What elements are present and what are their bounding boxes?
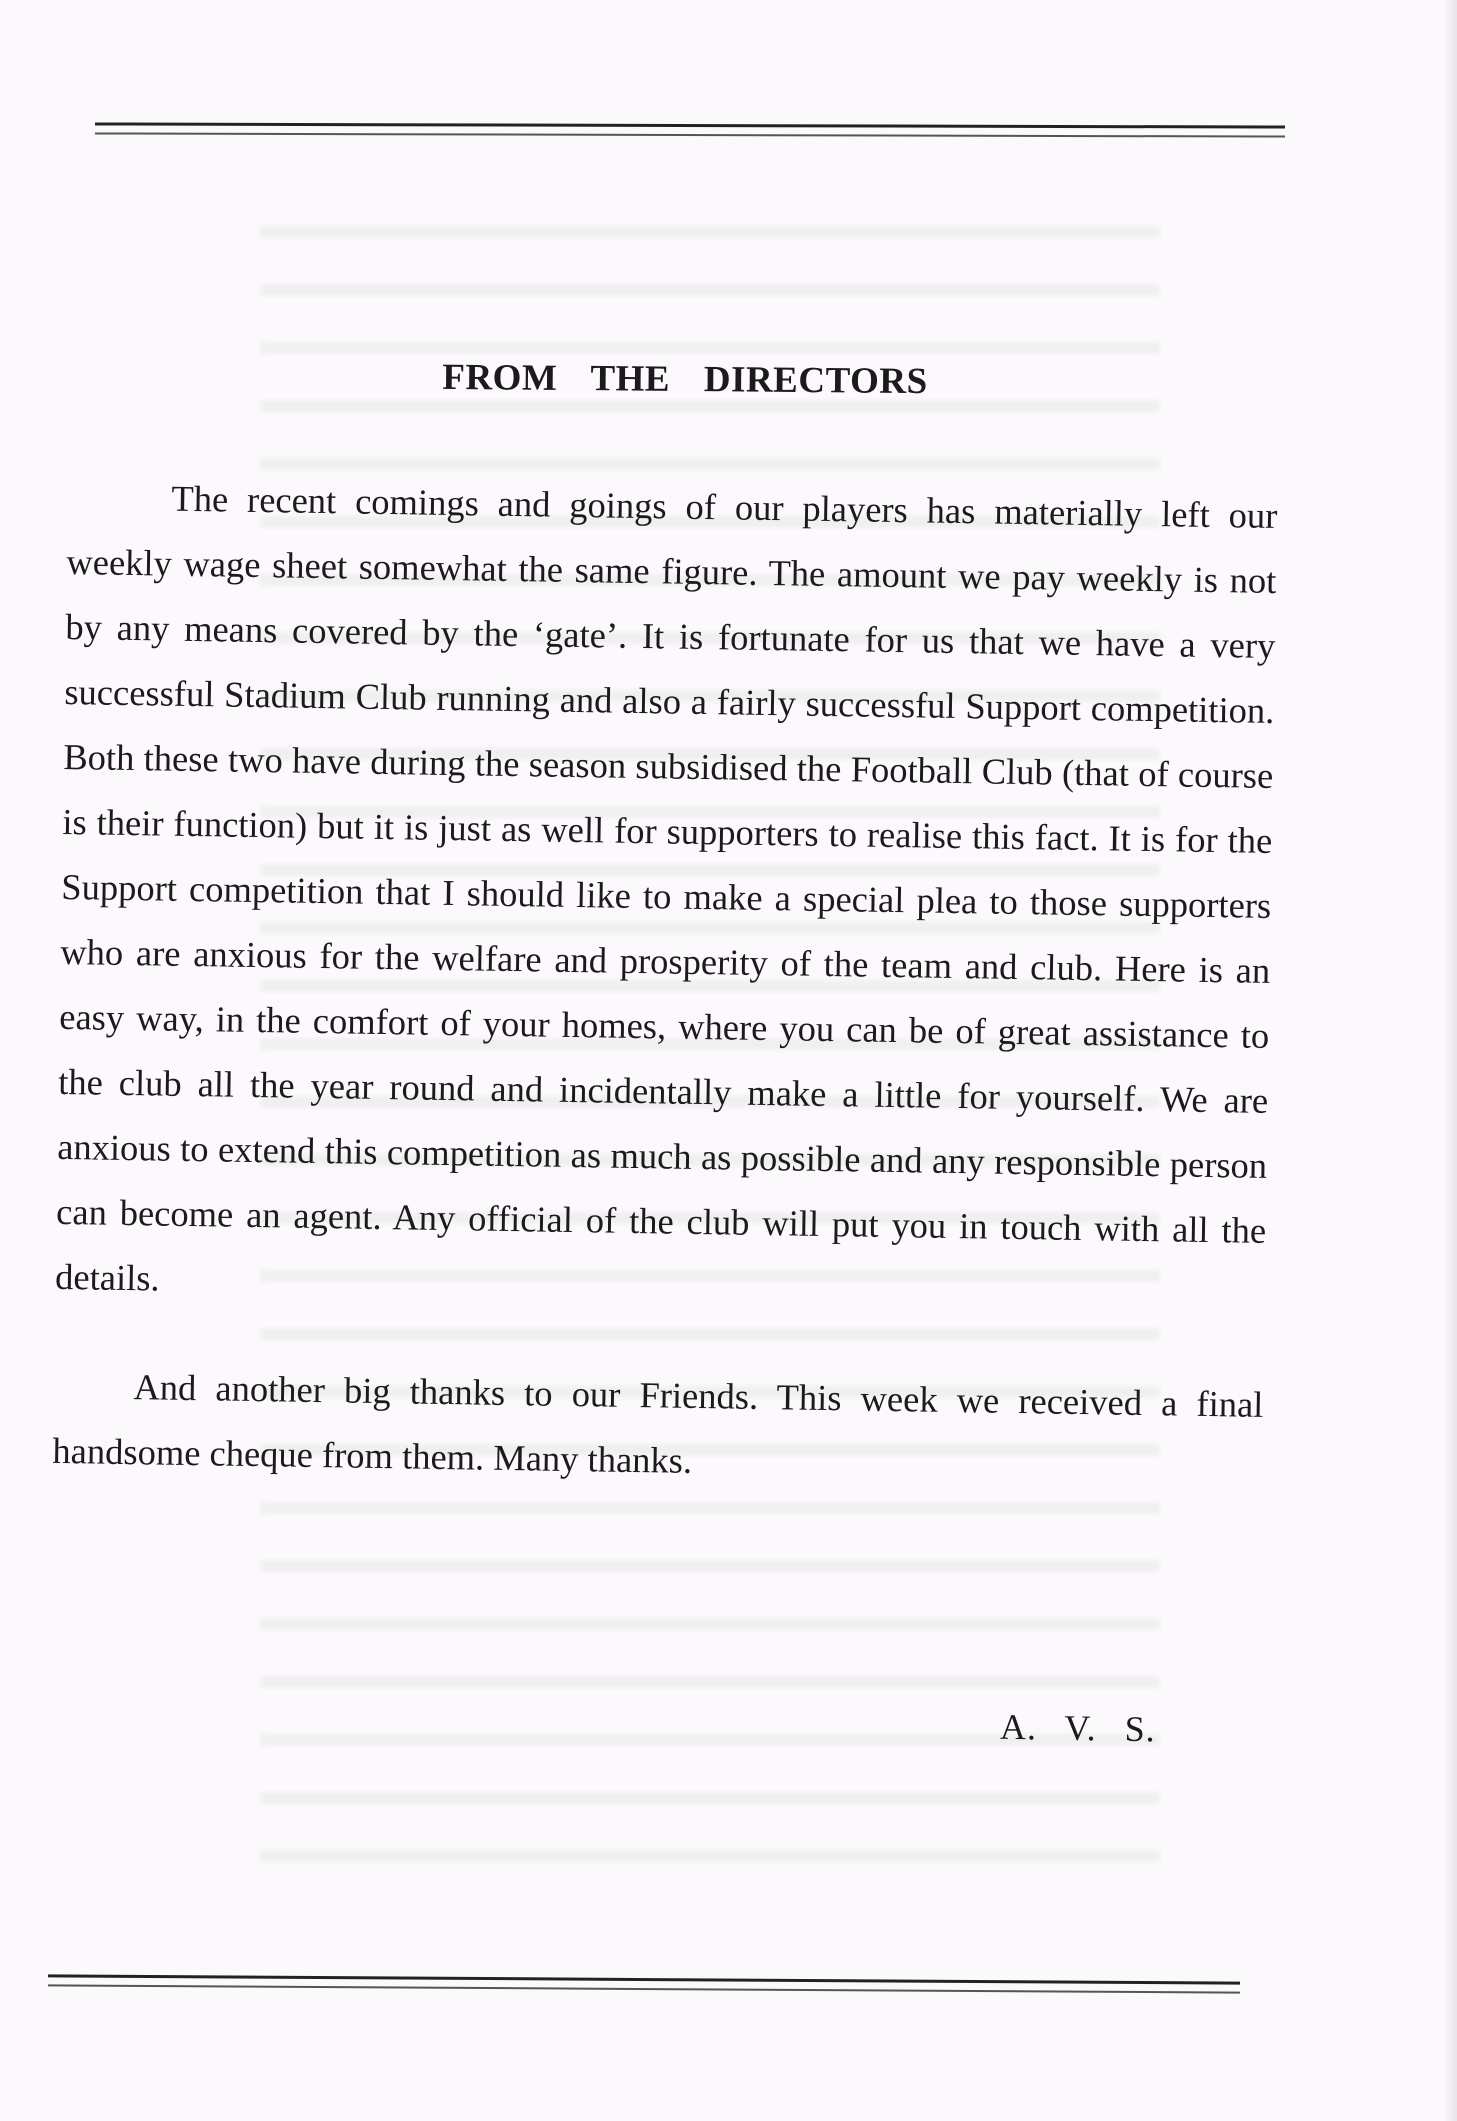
paragraph-directors-message: The recent comings and goings of our players has materially left our weekly wage sheet somewhat the same figure. The amount we pay weekly is not by any means covered by the ‘gate’. It is fortunate for us that we have a very successful Stadium Club running and also a fairly successful Support competition. Both these two have during the season subsidised the Football Club (that of course is their function) but it is just as well for supporters to realise this fact. It is for the Support competition that I should like to make a special plea to those supporters who are anxious for the welfare and prosperity of the team and club. Here is an easy way, in the comfort of your homes, where you can be of great assistance to the club all the year round and incidentally make a little for yourself. We are anxious to extend this competition as much as possible and any responsible person can become an agent. Any official of the club will put you in touch with all the details. (54, 477, 1278, 1299)
paragraph-thanks-to-friends: And another big thanks to our Friends. This week we received a final handsome cheque from them. Many thanks. (52, 1366, 1264, 1481)
top-rule-thick-line (95, 122, 1285, 128)
page-title: FROM THE DIRECTORS (442, 356, 928, 403)
top-rule-thin-line (95, 132, 1285, 137)
bottom-rule-thin-line (48, 1984, 1240, 1993)
bottom-rule-thick-line (48, 1974, 1240, 1984)
signature-initials: A. V. S. (999, 1706, 1157, 1750)
article-body (52, 464, 1278, 1502)
bottom-double-rule (48, 1974, 1240, 1995)
page-edge-shadow (1443, 0, 1457, 2121)
top-double-rule (95, 122, 1285, 139)
